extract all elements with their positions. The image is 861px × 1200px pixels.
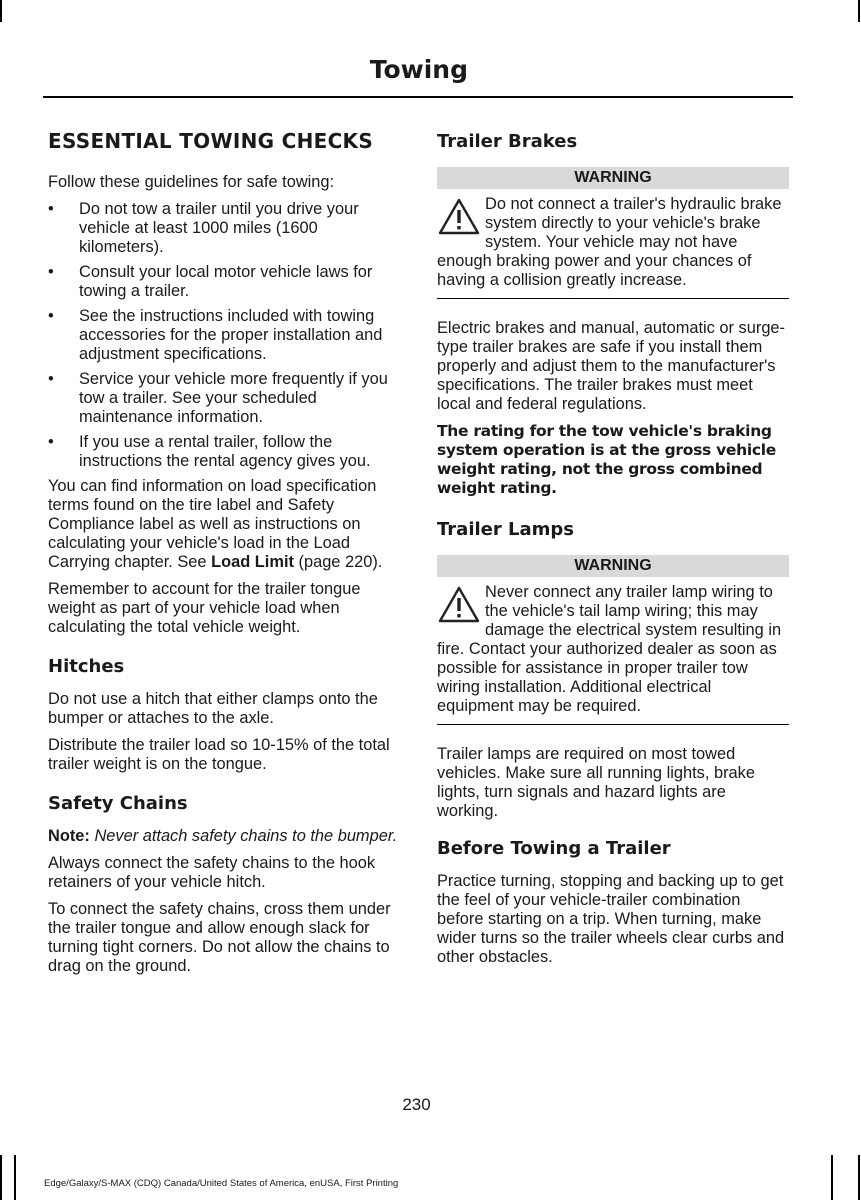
page-number: 230: [402, 1095, 431, 1114]
page-title: Towing: [369, 55, 468, 84]
braking-rating-paragraph: The rating for the tow vehicle's braking system operation is at the gross vehicle weight rating, not the gross combined weight rating.: [437, 422, 776, 497]
hitches-paragraph-2: Distribute the trailer load so 10-15% of the total trailer weight is on the tongue.: [48, 736, 390, 773]
crop-mark-bottom-right-2: [858, 1155, 860, 1200]
list-item: • If you use a rental trailer, follow the instructions the rental agency gives you.: [48, 433, 371, 470]
crop-mark-bottom-left-2: [14, 1155, 16, 1200]
towing-guidelines-list: [48, 200, 402, 471]
trailer-lamps-paragraph: Trailer lamps are required on most towed vehicles. Make sure all running lights, brake lights, turn signals and hazard lights are working.: [437, 745, 755, 820]
crop-mark-top-right: [858, 0, 860, 22]
print-footer: Edge/Galaxy/S-MAX (CDQ) Canada/United States of America, enUSA, First Printing: [44, 1178, 399, 1189]
safety-chains-heading: Safety Chains: [48, 793, 188, 814]
crop-mark-bottom-left: [0, 1155, 2, 1200]
safety-chains-note: Note: Never attach safety chains to the bumper.: [48, 827, 398, 845]
warning-label: WARNING: [437, 555, 789, 577]
list-item: • Do not tow a trailer until you drive your vehicle at least 1000 miles (1600 kilometers).: [48, 200, 359, 256]
load-limit-link[interactable]: Load Limit: [211, 553, 294, 571]
intro-text: Follow these guidelines for safe towing:: [48, 173, 335, 191]
safety-chains-paragraph-1: Always connect the safety chains to the hook retainers of your vehicle hitch.: [48, 854, 376, 891]
hitches-paragraph-1: Do not use a hitch that either clamps onto the bumper or attaches to the axle.: [48, 690, 378, 727]
warning-triangle-icon: [437, 585, 481, 625]
crop-mark-top-left: [0, 0, 2, 22]
list-item: • Consult your local motor vehicle laws for towing a trailer.: [48, 263, 373, 300]
safety-chains-paragraph-2: To connect the safety chains, cross them under the trailer tongue and allow enough slack for turning tight corners. Do not allow the chains to drag on the ground.: [48, 900, 391, 975]
right-column: [437, 132, 789, 975]
left-column: [48, 129, 402, 984]
tongue-weight-paragraph: Remember to account for the trailer tongue weight as part of your vehicle load when calculating the total vehicle weight.: [48, 580, 361, 636]
header-divider: [43, 96, 793, 98]
warning-text: Never connect any trailer lamp wiring to the vehicle's tail lamp wiring; this may damage the electrical system resulting in fire. Contact your authorized dealer as soon as possible for assistance in proper trailer tow wiring installation. Additional electrical equipment may be required.: [437, 583, 782, 715]
before-towing-heading: Before Towing a Trailer: [437, 838, 671, 859]
warning-label: WARNING: [437, 167, 789, 189]
trailer-brakes-paragraph: Electric brakes and manual, automatic or surge-type trailer brakes are safe if you install them properly and adjust them to the manufacturer's specifications. The trailer brakes must meet local and federal regulations.: [437, 319, 786, 413]
before-towing-paragraph: Practice turning, stopping and backing up to get the feel of your vehicle-trailer combination before starting on a trip. When turning, make wider turns so the trailer wheels clear curbs and other obstacles.: [437, 872, 785, 966]
trailer-lamps-heading: Trailer Lamps: [437, 519, 574, 540]
warning-triangle-icon: [437, 197, 481, 237]
hitches-heading: Hitches: [48, 656, 125, 677]
trailer-lamps-warning: [437, 555, 789, 725]
trailer-brakes-warning: [437, 167, 789, 299]
warning-divider: [437, 298, 789, 299]
trailer-brakes-heading: Trailer Brakes: [437, 131, 578, 152]
list-item: • See the instructions included with towing accessories for the proper installation and adjustment specifications.: [48, 307, 383, 363]
crop-mark-bottom-right: [831, 1155, 833, 1200]
warning-text: Do not connect a trailer's hydraulic brake system directly to your vehicle's brake system. Your vehicle may not have enough braking power and your chances of having a collision greatly increase.: [437, 195, 782, 289]
warning-divider: [437, 724, 789, 725]
list-item: • Service your vehicle more frequently if you tow a trailer. See your scheduled maintenance information.: [48, 370, 388, 426]
section-title: ESSENTIAL TOWING CHECKS: [48, 129, 374, 153]
load-info-paragraph: You can find information on load specification terms found on the tire label and Safety Compliance label as well as instructions on calculating your vehicle's load in the Load Carrying chapter. See Load Limit (page 220).: [48, 477, 383, 571]
